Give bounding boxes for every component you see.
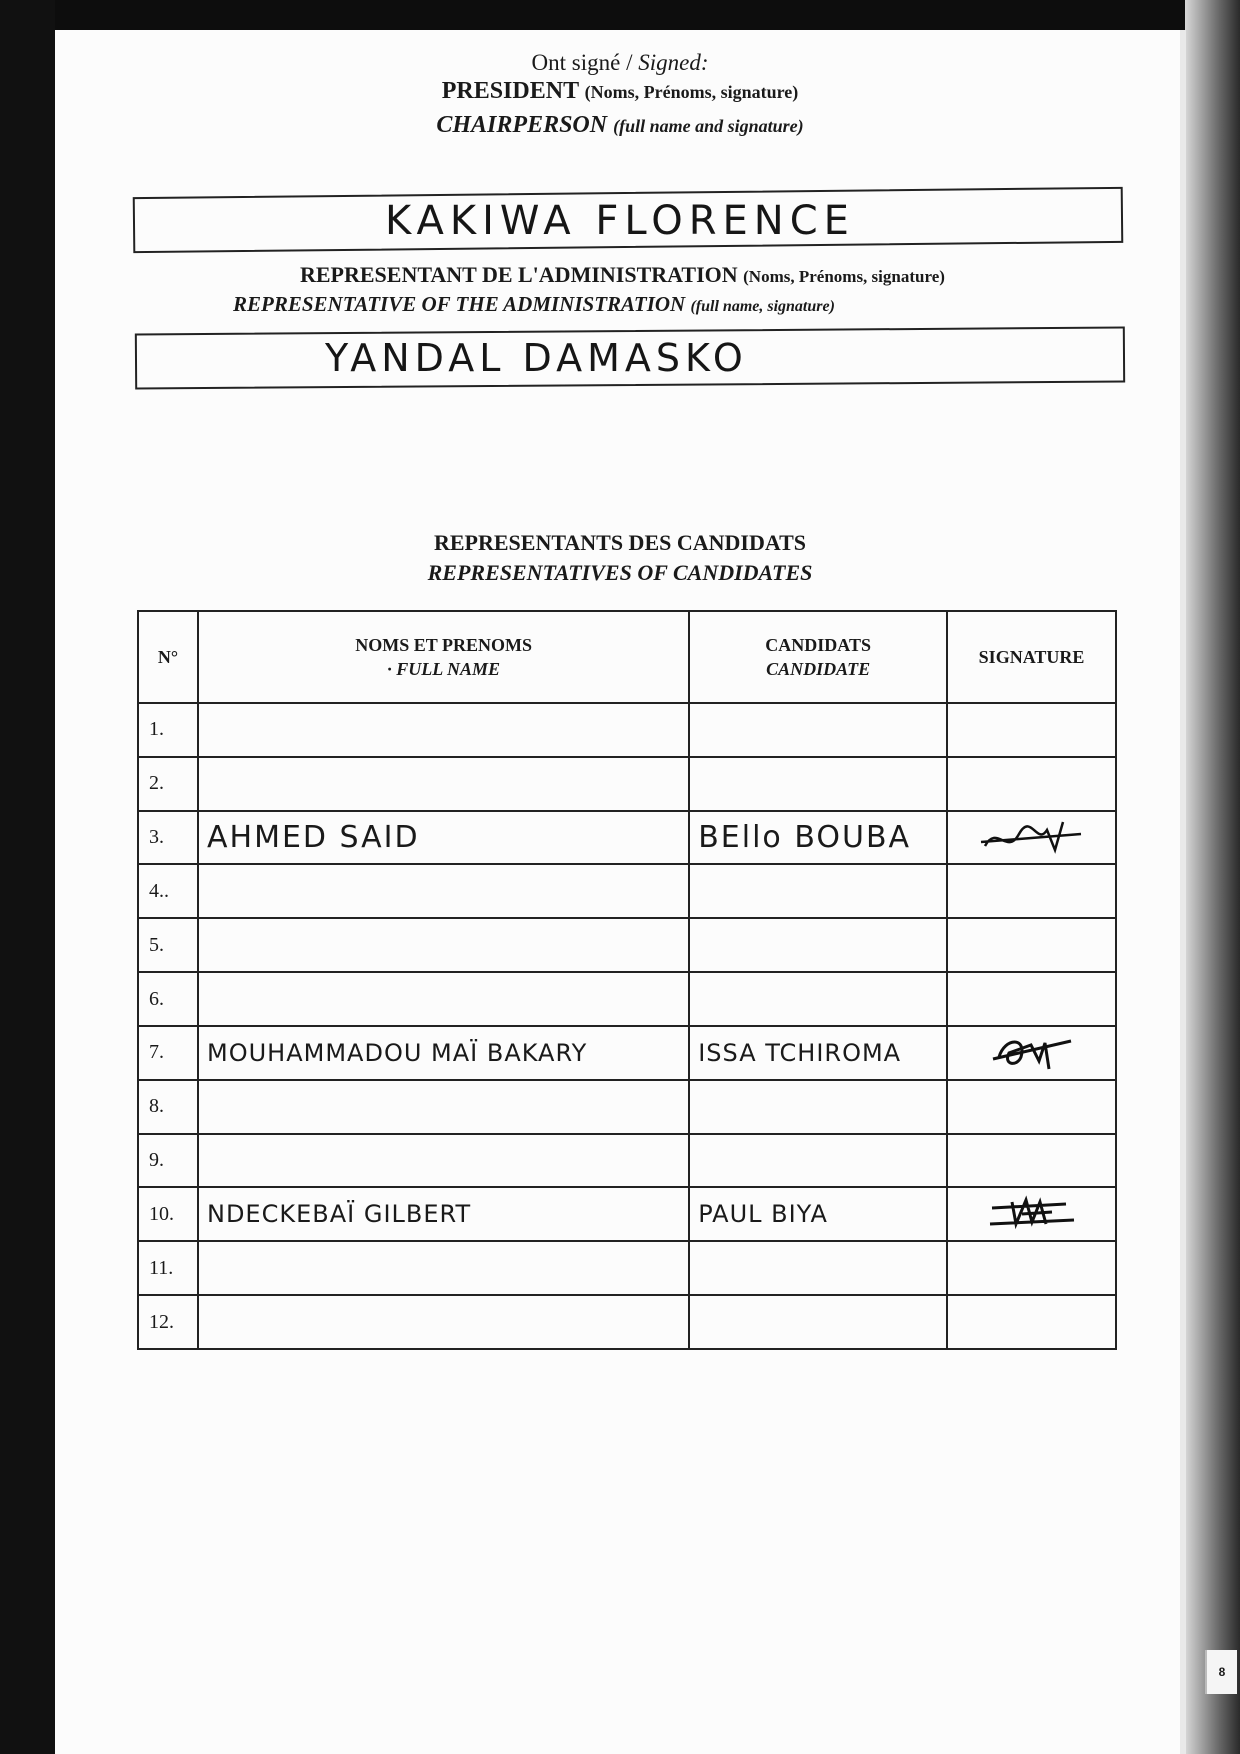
row-representative-name: MOUHAMMADOU MAÏ BAKARY — [198, 1026, 689, 1080]
table-row — [138, 1026, 1116, 1080]
signature-scribble-icon — [977, 816, 1087, 860]
table-header-row — [138, 611, 1116, 703]
signature-scribble-icon — [987, 1031, 1077, 1075]
table-row — [138, 918, 1116, 972]
table-row — [138, 1134, 1116, 1188]
representatives-table — [137, 610, 1117, 1350]
row-candidate — [689, 864, 947, 918]
row-representative-name — [198, 703, 689, 757]
row-representative-name — [198, 918, 689, 972]
candidates-title-en: REPRESENTATIVES OF CANDIDATES — [427, 560, 813, 585]
row-representative-name — [198, 1080, 689, 1134]
scan-right-shadow — [1185, 0, 1240, 1754]
table-row — [138, 1241, 1116, 1295]
row-representative-name — [198, 1295, 689, 1349]
row-representative-name: AHMED SAID — [198, 811, 689, 865]
administration-label-fr: REPRESENTANT DE L'ADMINISTRATION — [300, 262, 738, 287]
row-candidate — [689, 703, 947, 757]
row-signature — [947, 1080, 1116, 1134]
administration-hint-en: (full name, signature) — [690, 298, 835, 315]
table-row — [138, 757, 1116, 811]
administration-label-en: REPRESENTATIVE OF THE ADMINISTRATION — [233, 292, 686, 316]
col-header-full-name-fr: NOMS ET PRENOMS — [355, 635, 532, 655]
row-number: 4.. — [138, 864, 198, 918]
document-page — [55, 30, 1226, 1754]
scan-top-border — [0, 0, 1240, 30]
table-row — [138, 703, 1116, 757]
row-signature — [947, 918, 1116, 972]
col-header-number: N° — [138, 611, 198, 703]
row-number: 7. — [138, 1026, 198, 1080]
row-signature — [947, 703, 1116, 757]
row-representative-name — [198, 864, 689, 918]
row-representative-name — [198, 1241, 689, 1295]
signed-en: Signed: — [638, 50, 709, 75]
row-number: 12. — [138, 1295, 198, 1349]
row-candidate — [689, 972, 947, 1026]
president-name-handwritten: KAKIWA FLORENCE — [385, 198, 855, 244]
row-number: 9. — [138, 1134, 198, 1188]
row-number: 2. — [138, 757, 198, 811]
row-signature — [947, 757, 1116, 811]
administration-heading-en — [233, 292, 835, 317]
president-label: PRESIDENT — [441, 78, 579, 104]
table-row — [138, 811, 1116, 865]
row-candidate: BEllo BOUBA — [689, 811, 947, 865]
table-row — [138, 1187, 1116, 1241]
row-candidate: PAUL BIYA — [689, 1187, 947, 1241]
table-row — [138, 1295, 1116, 1349]
chairperson-label: CHAIRPERSON — [436, 112, 608, 138]
row-representative-name — [198, 1134, 689, 1188]
chairperson-heading — [55, 112, 1185, 139]
col-header-candidate — [689, 611, 947, 703]
table-row — [138, 1080, 1116, 1134]
chairperson-hint: (full name and signature) — [613, 116, 804, 136]
col-header-full-name — [198, 611, 689, 703]
signed-heading — [55, 50, 1185, 76]
row-representative-name — [198, 757, 689, 811]
row-candidate — [689, 1295, 947, 1349]
table-row — [138, 972, 1116, 1026]
row-number: 11. — [138, 1241, 198, 1295]
col-header-candidate-en: CANDIDATE — [766, 659, 871, 679]
signed-fr: Ont signé / — [531, 50, 633, 75]
row-candidate — [689, 918, 947, 972]
president-hint: (Noms, Prénoms, signature) — [584, 82, 799, 102]
row-candidate — [689, 1080, 947, 1134]
scan-left-border — [0, 0, 55, 1754]
signature-scribble-icon — [982, 1194, 1082, 1234]
row-number: 5. — [138, 918, 198, 972]
row-number: 6. — [138, 972, 198, 1026]
row-number: 1. — [138, 703, 198, 757]
row-candidate — [689, 757, 947, 811]
row-candidate — [689, 1241, 947, 1295]
president-heading — [55, 78, 1185, 105]
page-number: 8 — [1205, 1650, 1237, 1694]
row-candidate — [689, 1134, 947, 1188]
col-header-full-name-en: · FULL NAME — [387, 659, 501, 679]
row-signature — [947, 811, 1116, 865]
row-signature — [947, 864, 1116, 918]
col-header-candidate-fr: CANDIDATS — [765, 635, 871, 655]
row-number: 3. — [138, 811, 198, 865]
row-representative-name — [198, 972, 689, 1026]
row-signature — [947, 1187, 1116, 1241]
administration-hint-fr: (Noms, Prénoms, signature) — [743, 267, 945, 286]
row-signature — [947, 972, 1116, 1026]
row-signature — [947, 1026, 1116, 1080]
row-number: 10. — [138, 1187, 198, 1241]
row-signature — [947, 1241, 1116, 1295]
row-signature — [947, 1295, 1116, 1349]
row-signature — [947, 1134, 1116, 1188]
paper-edge — [1180, 30, 1186, 1754]
col-header-signature: SIGNATURE — [947, 611, 1116, 703]
row-number: 8. — [138, 1080, 198, 1134]
row-candidate: ISSA TCHIROMA — [689, 1026, 947, 1080]
administration-heading-fr — [300, 262, 945, 288]
administration-name-handwritten: YANDAL DAMASKO — [325, 336, 748, 380]
row-representative-name: NDECKEBAÏ GILBERT — [198, 1187, 689, 1241]
table-row — [138, 864, 1116, 918]
candidates-title-fr: REPRESENTANTS DES CANDIDATS — [433, 530, 807, 555]
